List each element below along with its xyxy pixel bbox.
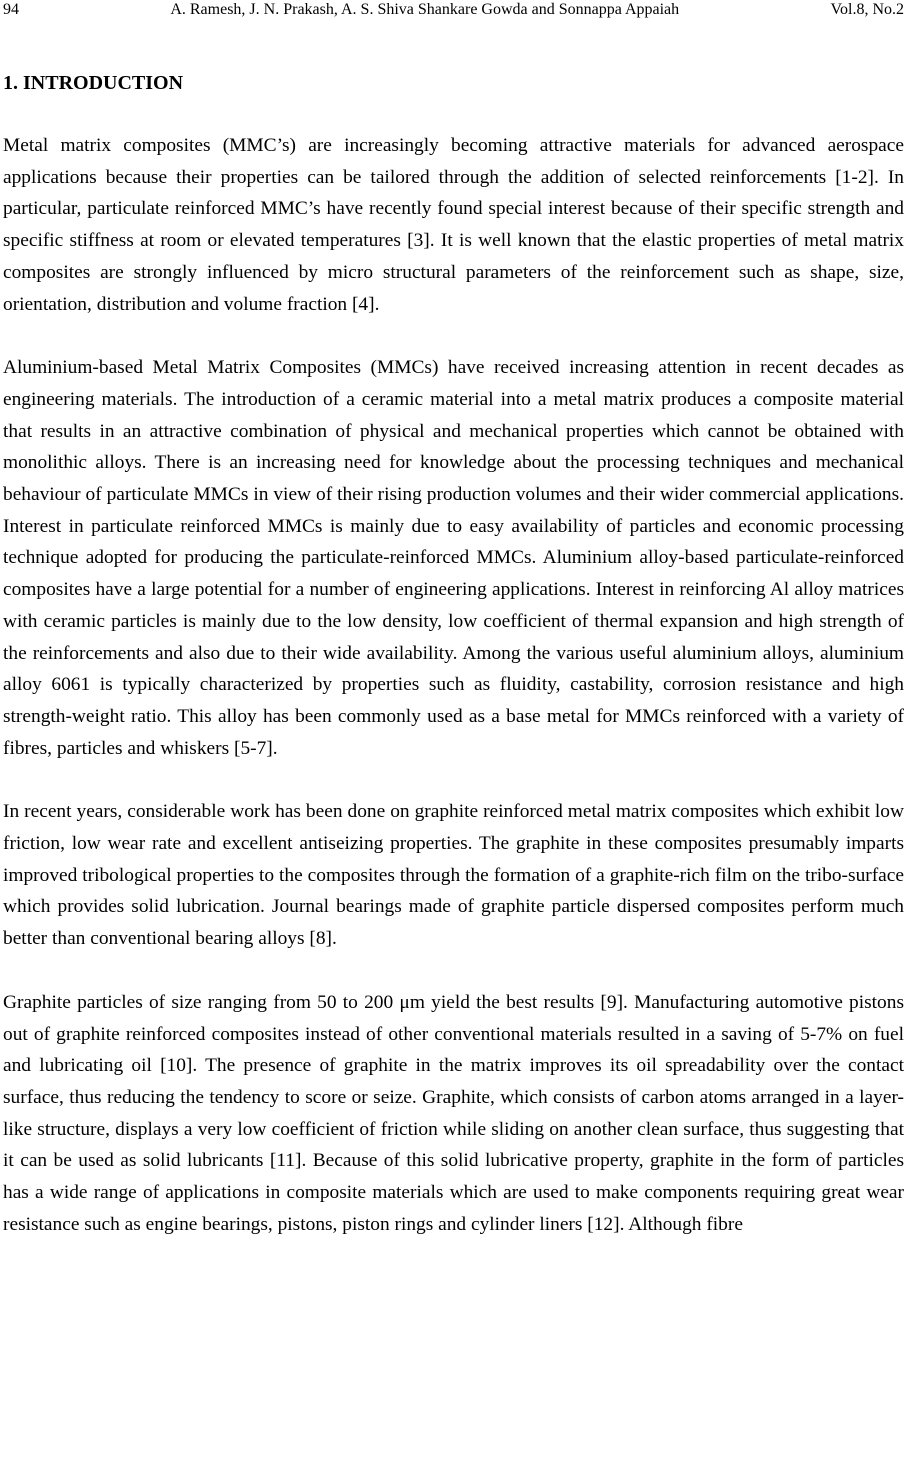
paragraph-graphite-particles: Graphite particles of size ranging from 50 to 200 μm yield the best results [9]. Manufacturing automotive pistons out of graphite reinforced composites instead of other conventional materials resulted in a saving of 5-7% on fuel and lubricating oil [10]. The presence of graphite in the matrix improves its oil spreadability over the contact surface, thus reducing the tendency to score or seize. Graphite, which consists of carbon atoms arranged in a layer-like structure, displays a very low coefficient of friction while sliding on another clean surface, thus suggesting that it can be used as solid lubricants [11]. Because of this solid lubricative property, graphite in the form of particles has a wide range of applications in composite materials which are used to make components requiring great wear resistance such as engine bearings, pistons, piston rings and cylinder liners [12]. Although fibre xyxy=(3,991,904,1235)
header-volume: Vol.8, No.2 xyxy=(830,1,904,18)
body-text xyxy=(3,130,904,1273)
section-heading: 1. INTRODUCTION xyxy=(3,72,184,94)
paragraph-mmc-overview: Metal matrix composites (MMC’s) are increasingly becoming attractive materials for advanced aerospace applications because their properties can be tailored through the addition of selected reinforcements [1-2]. In particular, particulate reinforced MMC’s have recently found special interest because of their specific strength and specific stiffness at room or elevated temperatures [3]. It is well known that the elastic properties of metal matrix composites are strongly influenced by micro structural parameters of the reinforcement such as shape, size, orientation, distribution and volume fraction [4]. xyxy=(3,135,904,315)
paragraph-aluminium-mmcs: Aluminium-based Metal Matrix Composites (MMCs) have received increasing attention in recent decades as engineering materials. The introduction of a ceramic material into a metal matrix produces a composite material that results in an attractive combination of physical and mechanical properties which cannot be obtained with monolithic alloys. There is an increasing need for knowledge about the processing techniques and mechanical behaviour of particulate MMCs in view of their rising production volumes and their wider commercial applications. Interest in particulate reinforced MMCs is mainly due to easy availability of particles and economic processing technique adopted for producing the particulate-reinforced MMCs. Aluminium alloy-based particulate-reinforced composites have a large potential for a number of engineering applications. Interest in reinforcing Al alloy matrices with ceramic particles is mainly due to the low density, low coefficient of thermal expansion and high strength of the reinforcements and also due to their wide availability. Among the various useful aluminium alloys, aluminium alloy 6061 is typically characterized by properties such as fluidity, castability, corrosion resistance and high strength-weight ratio. This alloy has been commonly used as a base metal for MMCs reinforced with a variety of fibres, particles and whiskers [5-7]. xyxy=(3,357,904,759)
header-authors: A. Ramesh, J. N. Prakash, A. S. Shiva Shankare Gowda and Sonnappa Appaiah xyxy=(170,1,680,18)
page-number: 94 xyxy=(3,1,19,18)
running-header xyxy=(3,0,904,24)
paragraph-graphite-composites: In recent years, considerable work has been done on graphite reinforced metal matrix composites which exhibit low friction, low wear rate and excellent antiseizing properties. The graphite in these composites presumably imparts improved tribological properties to the composites through the formation of a graphite-rich film on the tribo-surface which provides solid lubrication. Journal bearings made of graphite particle dispersed composites perform much better than conventional bearing alloys [8]. xyxy=(3,801,904,950)
